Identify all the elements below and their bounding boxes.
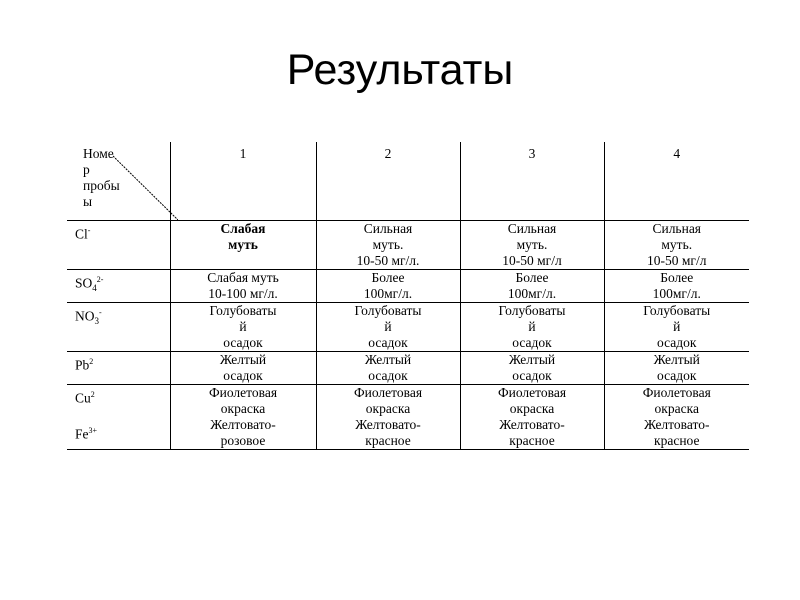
cell-text: осадок (512, 368, 552, 383)
result-cell (460, 221, 604, 270)
cell-text: Слабая (220, 221, 266, 236)
sample-header: 4 (604, 142, 749, 221)
result-cell (316, 270, 460, 303)
result-cell (460, 385, 604, 450)
results-table (67, 142, 749, 450)
result-cell (604, 352, 749, 385)
cell-text: 10-50 мг/л (647, 253, 707, 268)
corner-label-line: р (83, 162, 90, 177)
cell-text: окраска (654, 401, 699, 416)
result-cell (604, 270, 749, 303)
result-cell (170, 352, 316, 385)
ion-label: $NO_3^-$ (75, 308, 102, 327)
cell-text: Голубоваты (209, 303, 277, 318)
cell-text: 100мг/л. (363, 286, 413, 301)
ion-cell (67, 270, 170, 303)
ion-label: $Fe^{3+}$ (75, 425, 98, 441)
table-row (67, 221, 749, 270)
cell-text: й (384, 319, 392, 334)
result-cell (170, 303, 316, 352)
cell-text: 10-50 мг/л. (356, 253, 420, 268)
cell-text: Желтовато- (499, 417, 565, 432)
cell-text: Слабая муть (207, 270, 279, 285)
ion-cell (67, 221, 170, 270)
cell-text: окраска (509, 401, 555, 416)
result-cell (604, 385, 749, 450)
result-cell (316, 303, 460, 352)
ion-cell (67, 352, 170, 385)
cell-text: й (239, 319, 247, 334)
cell-text: Желтовато- (355, 417, 421, 432)
result-cell (316, 385, 460, 450)
header-row (67, 142, 749, 221)
cell-text: Желтый (508, 352, 556, 367)
cell-text: Голубоваты (354, 303, 422, 318)
cell-text: Фиолетовая (497, 385, 567, 400)
cell-text: Желтовато- (644, 417, 710, 432)
cell-text: осадок (368, 368, 408, 383)
cell-text: Более (660, 270, 694, 285)
cell-text: осадок (657, 335, 697, 350)
cell-text: красное (509, 433, 555, 448)
cell-text: осадок (223, 368, 263, 383)
result-cell (170, 221, 316, 270)
cell-text: осадок (512, 335, 552, 350)
ion-label: Cl- (75, 226, 91, 242)
table-row (67, 385, 749, 450)
cell-text: Желтовато- (210, 417, 276, 432)
corner-cell (67, 142, 170, 221)
sample-header: 1 (170, 142, 316, 221)
cell-text: й (673, 319, 681, 334)
slide-title: Результаты (286, 46, 514, 94)
cell-text: Фиолетовая (353, 385, 423, 400)
result-cell (604, 303, 749, 352)
cell-text: Голубоваты (643, 303, 711, 318)
cell-text: Более (371, 270, 405, 285)
cell-text: осадок (223, 335, 263, 350)
cell-text: муть. (372, 237, 404, 252)
cell-text: муть. (661, 237, 693, 252)
cell-text: Более (515, 270, 549, 285)
cell-text: 100мг/л. (507, 286, 557, 301)
table-row (67, 303, 749, 352)
result-cell (170, 385, 316, 450)
cell-text: Желтый (364, 352, 412, 367)
result-cell (316, 352, 460, 385)
result-cell (460, 270, 604, 303)
table-row (67, 352, 749, 385)
cell-text: окраска (365, 401, 411, 416)
cell-text: муть (228, 237, 258, 252)
corner-label-line: пробы (83, 178, 120, 193)
cell-text: Сильная (363, 221, 413, 236)
cell-text: 10-50 мг/л (502, 253, 562, 268)
ion-label: $SO_4^{2-}$ (75, 275, 104, 294)
result-cell (460, 352, 604, 385)
cell-text: Голубоваты (498, 303, 566, 318)
cell-text: 100мг/л. (652, 286, 701, 301)
corner-label-line: Номе (83, 146, 114, 161)
ion-cell (67, 385, 170, 450)
cell-text: красное (654, 433, 700, 448)
sample-header: 2 (316, 142, 460, 221)
result-cell (604, 221, 749, 270)
cell-text: Фиолетовая (208, 385, 278, 400)
cell-text: Желтый (653, 352, 700, 367)
cell-text: Сильная (507, 221, 557, 236)
cell-text: окраска (220, 401, 266, 416)
cell-text: муть. (516, 237, 548, 252)
cell-text: й (528, 319, 536, 334)
sample-header: 3 (460, 142, 604, 221)
cell-text: Сильная (652, 221, 702, 236)
cell-text: Фиолетовая (642, 385, 711, 400)
result-cell (316, 221, 460, 270)
cell-text: 10-100 мг/л. (208, 286, 278, 301)
cell-text: Желтый (219, 352, 267, 367)
ion-cell (67, 303, 170, 352)
corner-label-line: ы (83, 194, 93, 209)
table-row (67, 270, 749, 303)
result-cell (170, 270, 316, 303)
cell-text: осадок (368, 335, 408, 350)
cell-text: розовое (220, 433, 266, 448)
result-cell (460, 303, 604, 352)
ion-label: Pb$^2$ (75, 357, 94, 373)
cell-text: осадок (657, 368, 697, 383)
cell-text: красное (365, 433, 411, 448)
ion-label: Cu$^2$ (75, 390, 95, 406)
